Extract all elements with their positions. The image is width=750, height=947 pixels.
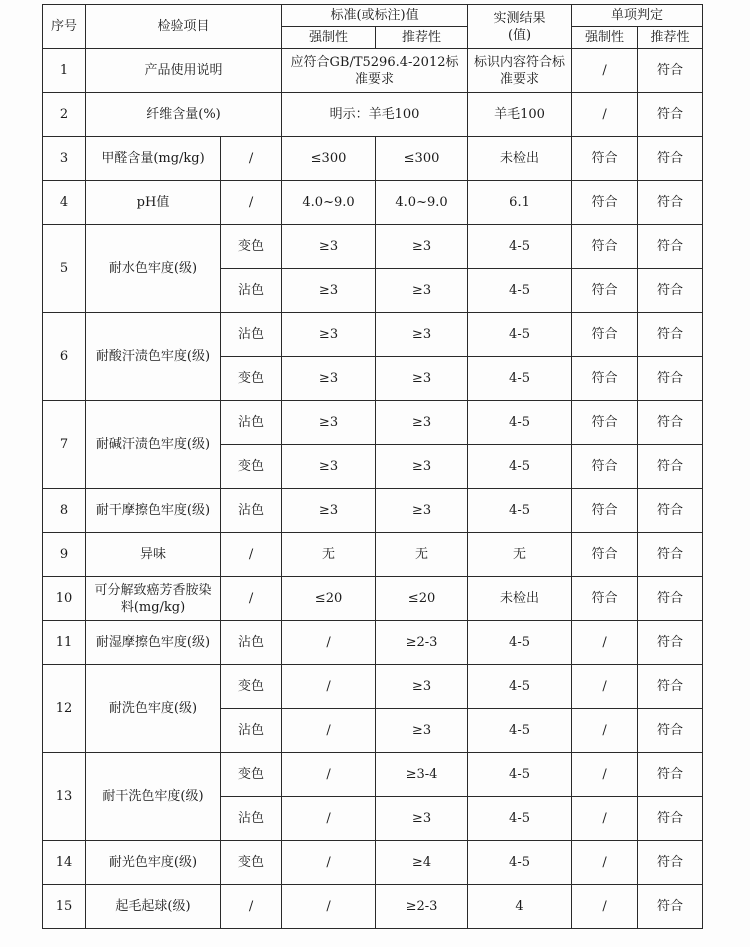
table-row [43, 93, 703, 137]
row-verdict-mandatory: / [572, 753, 638, 797]
row-measured: 4-5 [468, 621, 572, 665]
row-standard-recommended: ≥3 [376, 709, 468, 753]
row-measured: 4-5 [468, 269, 572, 313]
row-verdict-mandatory: 符合 [572, 313, 638, 357]
row-verdict-recommended: 符合 [638, 357, 703, 401]
table-row [43, 665, 703, 709]
row-item: 耐洗色牢度(级) [86, 665, 221, 753]
row-standard-mandatory: 4.0~9.0 [282, 181, 376, 225]
row-standard-mandatory: / [282, 885, 376, 929]
row-standard-mandatory: / [282, 665, 376, 709]
row-standard-recommended: ≥3 [376, 357, 468, 401]
row-sub-item: 沾色 [221, 621, 282, 665]
row-standard-recommended: ≤20 [376, 577, 468, 621]
row-seq: 14 [43, 841, 86, 885]
row-seq: 11 [43, 621, 86, 665]
row-item: 耐干洗色牢度(级) [86, 753, 221, 841]
row-measured: 4-5 [468, 753, 572, 797]
row-measured: 无 [468, 533, 572, 577]
table-row [43, 577, 703, 621]
row-sub-item: / [221, 137, 282, 181]
row-measured: 6.1 [468, 181, 572, 225]
row-seq: 13 [43, 753, 86, 841]
row-standard-mandatory: / [282, 841, 376, 885]
row-measured: 4-5 [468, 401, 572, 445]
row-standard-mandatory: ≤20 [282, 577, 376, 621]
header-verdict: 单项判定 [572, 5, 703, 27]
row-standard-combined: 明示：羊毛100 [282, 93, 468, 137]
row-verdict-recommended: 符合 [638, 533, 703, 577]
row-seq: 8 [43, 489, 86, 533]
header-row-1 [43, 5, 703, 27]
row-verdict-mandatory: 符合 [572, 401, 638, 445]
row-standard-recommended: ≥3 [376, 269, 468, 313]
row-measured: 4-5 [468, 313, 572, 357]
row-verdict-mandatory: 符合 [572, 445, 638, 489]
row-standard-mandatory: ≥3 [282, 445, 376, 489]
table-row [43, 181, 703, 225]
row-verdict-recommended: 符合 [638, 797, 703, 841]
row-standard-recommended: ≥2-3 [376, 885, 468, 929]
row-standard-recommended: ≥3 [376, 797, 468, 841]
row-sub-item: 变色 [221, 665, 282, 709]
row-measured: 4-5 [468, 225, 572, 269]
row-seq: 9 [43, 533, 86, 577]
row-sub-item: 沾色 [221, 401, 282, 445]
row-sub-item: / [221, 577, 282, 621]
row-seq: 5 [43, 225, 86, 313]
row-standard-recommended: ≥3-4 [376, 753, 468, 797]
row-verdict-mandatory: / [572, 49, 638, 93]
row-verdict-mandatory: 符合 [572, 181, 638, 225]
table-row [43, 885, 703, 929]
row-standard-recommended: ≥3 [376, 225, 468, 269]
row-verdict-mandatory: 符合 [572, 269, 638, 313]
row-verdict-recommended: 符合 [638, 665, 703, 709]
row-sub-item: 沾色 [221, 269, 282, 313]
table-row [43, 313, 703, 357]
row-sub-item: / [221, 181, 282, 225]
table-row [43, 137, 703, 181]
row-item: 耐湿摩擦色牢度(级) [86, 621, 221, 665]
row-verdict-recommended: 符合 [638, 49, 703, 93]
row-standard-mandatory: / [282, 621, 376, 665]
row-verdict-recommended: 符合 [638, 489, 703, 533]
table-body [43, 5, 703, 929]
header-item: 检验项目 [86, 5, 282, 49]
row-measured: 4-5 [468, 445, 572, 489]
row-sub-item: 沾色 [221, 489, 282, 533]
row-verdict-recommended: 符合 [638, 709, 703, 753]
row-verdict-mandatory: 符合 [572, 489, 638, 533]
row-standard-mandatory: ≥3 [282, 401, 376, 445]
header-standard: 标准(或标注)值 [282, 5, 468, 27]
row-item: 异味 [86, 533, 221, 577]
header-verdict-recommended: 推荐性 [638, 27, 703, 49]
header-seq: 序号 [43, 5, 86, 49]
header-standard-recommended: 推荐性 [376, 27, 468, 49]
row-standard-recommended: ≥3 [376, 313, 468, 357]
table-row [43, 401, 703, 445]
row-sub-item: 沾色 [221, 797, 282, 841]
row-standard-mandatory: / [282, 753, 376, 797]
row-measured: 4-5 [468, 357, 572, 401]
row-verdict-recommended: 符合 [638, 401, 703, 445]
row-measured: 未检出 [468, 577, 572, 621]
row-seq: 3 [43, 137, 86, 181]
row-measured: 4-5 [468, 841, 572, 885]
row-sub-item: 变色 [221, 841, 282, 885]
table-row [43, 225, 703, 269]
table-row [43, 533, 703, 577]
row-measured: 未检出 [468, 137, 572, 181]
row-sub-item: 变色 [221, 753, 282, 797]
row-item: 起毛起球(级) [86, 885, 221, 929]
row-sub-item: 变色 [221, 225, 282, 269]
row-standard-recommended: ≥4 [376, 841, 468, 885]
row-sub-item: / [221, 533, 282, 577]
row-item: 耐水色牢度(级) [86, 225, 221, 313]
row-verdict-mandatory: / [572, 885, 638, 929]
row-seq: 6 [43, 313, 86, 401]
header-measured: 实测结果 (值) [468, 5, 572, 49]
row-verdict-mandatory: / [572, 841, 638, 885]
table-row [43, 489, 703, 533]
table-row [43, 753, 703, 797]
row-sub-item: 沾色 [221, 313, 282, 357]
row-verdict-mandatory: / [572, 709, 638, 753]
row-sub-item: 变色 [221, 357, 282, 401]
row-item: 甲醛含量(mg/kg) [86, 137, 221, 181]
row-measured: 标识内容符合标准要求 [468, 49, 572, 93]
row-verdict-recommended: 符合 [638, 269, 703, 313]
row-verdict-recommended: 符合 [638, 577, 703, 621]
row-standard-recommended: 无 [376, 533, 468, 577]
row-verdict-mandatory: 符合 [572, 577, 638, 621]
row-standard-mandatory: ≥3 [282, 269, 376, 313]
row-standard-mandatory: ≥3 [282, 225, 376, 269]
table-row [43, 841, 703, 885]
row-seq: 15 [43, 885, 86, 929]
row-measured: 4-5 [468, 709, 572, 753]
row-seq: 7 [43, 401, 86, 489]
row-item: 耐光色牢度(级) [86, 841, 221, 885]
row-item: 纤维含量(%) [86, 93, 282, 137]
row-standard-recommended: ≤300 [376, 137, 468, 181]
row-measured: 4 [468, 885, 572, 929]
row-seq: 12 [43, 665, 86, 753]
inspection-results-table [42, 4, 703, 929]
row-verdict-recommended: 符合 [638, 181, 703, 225]
row-verdict-recommended: 符合 [638, 93, 703, 137]
row-standard-recommended: ≥3 [376, 489, 468, 533]
row-standard-recommended: ≥3 [376, 665, 468, 709]
row-verdict-recommended: 符合 [638, 137, 703, 181]
row-sub-item: 沾色 [221, 709, 282, 753]
row-verdict-mandatory: 符合 [572, 357, 638, 401]
table-row [43, 621, 703, 665]
header-verdict-mandatory: 强制性 [572, 27, 638, 49]
row-item: 耐碱汗渍色牢度(级) [86, 401, 221, 489]
row-standard-mandatory: ≥3 [282, 313, 376, 357]
row-standard-mandatory: / [282, 709, 376, 753]
row-standard-combined: 应符合GB/T5296.4-2012标准要求 [282, 49, 468, 93]
row-verdict-recommended: 符合 [638, 841, 703, 885]
row-verdict-mandatory: 符合 [572, 533, 638, 577]
table-row [43, 49, 703, 93]
row-seq: 1 [43, 49, 86, 93]
row-verdict-recommended: 符合 [638, 885, 703, 929]
row-verdict-recommended: 符合 [638, 225, 703, 269]
row-standard-mandatory: ≥3 [282, 357, 376, 401]
row-standard-recommended: ≥3 [376, 401, 468, 445]
row-verdict-mandatory: 符合 [572, 137, 638, 181]
row-item: pH值 [86, 181, 221, 225]
row-standard-mandatory: ≥3 [282, 489, 376, 533]
row-verdict-mandatory: / [572, 93, 638, 137]
row-standard-mandatory: 无 [282, 533, 376, 577]
row-measured: 4-5 [468, 797, 572, 841]
row-item: 产品使用说明 [86, 49, 282, 93]
row-verdict-recommended: 符合 [638, 753, 703, 797]
row-measured: 4-5 [468, 665, 572, 709]
row-seq: 4 [43, 181, 86, 225]
row-sub-item: / [221, 885, 282, 929]
row-measured: 4-5 [468, 489, 572, 533]
row-measured: 羊毛100 [468, 93, 572, 137]
row-verdict-mandatory: 符合 [572, 225, 638, 269]
row-verdict-recommended: 符合 [638, 445, 703, 489]
row-item: 耐干摩擦色牢度(级) [86, 489, 221, 533]
row-verdict-recommended: 符合 [638, 621, 703, 665]
row-verdict-mandatory: / [572, 797, 638, 841]
row-item: 可分解致癌芳香胺染料(mg/kg) [86, 577, 221, 621]
row-verdict-mandatory: / [572, 665, 638, 709]
row-verdict-recommended: 符合 [638, 313, 703, 357]
row-standard-recommended: 4.0~9.0 [376, 181, 468, 225]
row-verdict-mandatory: / [572, 621, 638, 665]
row-seq: 10 [43, 577, 86, 621]
row-standard-recommended: ≥2-3 [376, 621, 468, 665]
row-standard-mandatory: / [282, 797, 376, 841]
header-standard-mandatory: 强制性 [282, 27, 376, 49]
row-standard-recommended: ≥3 [376, 445, 468, 489]
row-item: 耐酸汗渍色牢度(级) [86, 313, 221, 401]
row-sub-item: 变色 [221, 445, 282, 489]
row-standard-mandatory: ≤300 [282, 137, 376, 181]
row-seq: 2 [43, 93, 86, 137]
